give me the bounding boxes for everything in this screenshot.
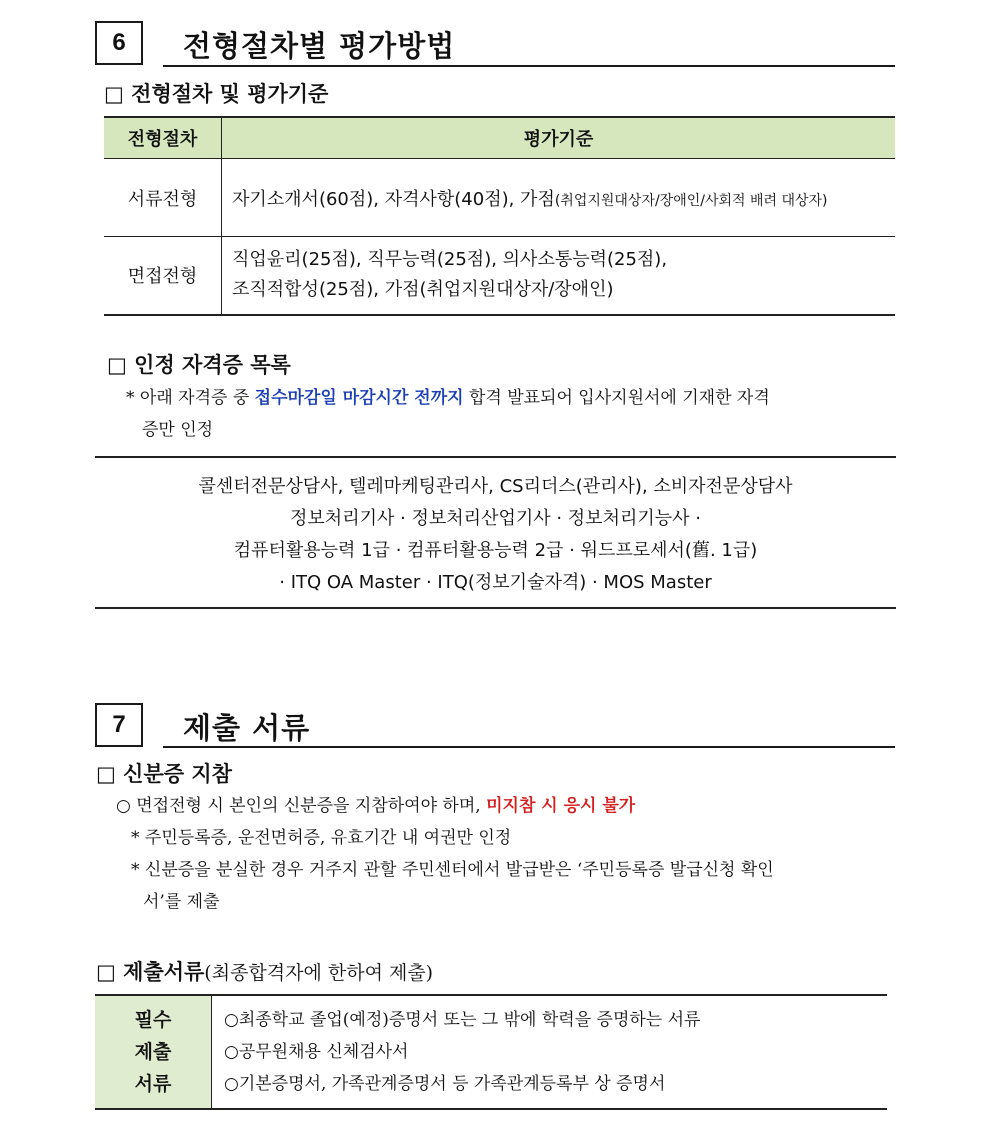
subheading-certificates: □ 인정 자격증 목록	[107, 353, 291, 377]
criteria-line: 조직적합성(25점), 가점(취업지원대상자/장애인)	[232, 279, 614, 301]
section-title: 전형절차별 평가방법	[183, 29, 456, 63]
section-number-box	[95, 703, 143, 747]
subheading-procedure: □ 전형절차 및 평가기준	[104, 82, 329, 106]
note-line: 증만 인정	[142, 420, 214, 440]
criteria-note: (취업지원대상자/장애인/사회적 배려 대상자)	[554, 192, 828, 209]
id-note: * 주민등록증, 운전면허증, 유효기간 내 여권만 인정	[131, 828, 512, 848]
subheading-bold: □ 제출서류	[96, 960, 205, 984]
bullet-highlight: 미지참 시 응시 불가	[486, 796, 636, 816]
note-highlight: 접수마감일 마감시간 전까지	[254, 388, 464, 408]
list-item: ○최종학교 졸업(예정)증명서 또는 그 밖에 학력을 증명하는 서류	[224, 1010, 701, 1030]
certificate-line: 정보처리기사 · 정보처리산업기사 · 정보처리기능사 ·	[290, 508, 701, 529]
certificate-line: · ITQ OA Master · ITQ(정보기술자격) · MOS Master	[279, 572, 712, 593]
list-item: ○공무원채용 신체검사서	[224, 1042, 409, 1062]
label-line: 필수	[134, 1009, 172, 1031]
section-number: 6	[112, 29, 126, 56]
stage-cell: 서류전형	[104, 159, 222, 237]
table-header-stage: 전형절차	[104, 117, 222, 159]
note-line: * 신분증을 분실한 경우 거주지 관할 주민센터에서 발급받은 ‘주민등록증 발급신청 확인	[131, 860, 774, 880]
table-row	[104, 159, 895, 237]
section-number-box	[95, 21, 143, 65]
id-bullet	[116, 790, 896, 822]
table-header-row	[104, 117, 895, 159]
bullet-text: ○ 면접전형 시 본인의 신분증을 지참하여야 하며,	[116, 796, 487, 816]
id-note	[131, 854, 896, 918]
certificate-line: 컴퓨터활용능력 1급 · 컴퓨터활용능력 2급 · 워드프로세서(舊. 1급)	[233, 540, 758, 561]
documents-table	[95, 994, 887, 1110]
note-text: 합격 발표되어 입사지원서에 기재한 자격	[463, 388, 770, 408]
note-line: 서’를 제출	[143, 892, 220, 912]
subheading-documents	[96, 956, 433, 986]
table-header-criteria: 평가기준	[222, 117, 896, 159]
note-text: * 아래 자격증 중	[126, 388, 255, 408]
subheading-id: □ 신분증 지참	[96, 762, 232, 786]
section-underline	[163, 746, 895, 748]
criteria-text: 자기소개서(60점), 자격사항(40점), 가점	[232, 188, 555, 210]
table-row	[104, 237, 895, 315]
subheading-note: (최종합격자에 한하여 제출)	[204, 962, 434, 984]
certificate-note	[126, 382, 896, 446]
evaluation-table	[104, 116, 895, 316]
section-underline	[163, 65, 895, 67]
criteria-cell	[222, 237, 896, 315]
criteria-line: 직업윤리(25점), 직무능력(25점), 의사소통능력(25점),	[232, 249, 668, 271]
label-line: 제출	[134, 1041, 172, 1063]
documents-label	[95, 995, 212, 1109]
certificate-line: 콜센터전문상담사, 텔레마케팅관리사, CS리더스(관리사), 소비자전문상담사	[198, 476, 793, 497]
note-line	[126, 382, 896, 414]
list-item: ○기본증명서, 가족관계증명서 등 가족관계등록부 상 증명서	[224, 1074, 666, 1094]
section-title: 제출 서류	[183, 711, 311, 745]
documents-list	[212, 995, 888, 1109]
table-row	[95, 995, 887, 1109]
section-number: 7	[112, 711, 126, 738]
stage-cell: 면접전형	[104, 237, 222, 315]
certificate-list	[95, 456, 896, 609]
criteria-cell	[222, 159, 896, 237]
label-line: 서류	[134, 1073, 172, 1095]
